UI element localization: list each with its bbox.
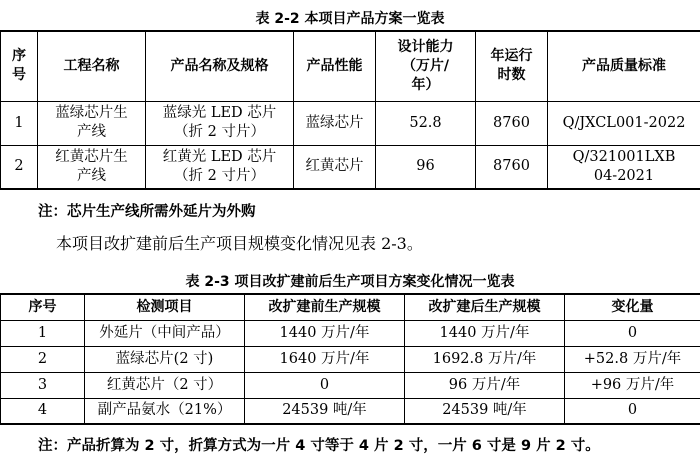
header-cell <box>294 31 376 101</box>
product-name-line: （折 2 寸片） <box>174 167 265 184</box>
row-number-line: 2 <box>14 158 24 175</box>
annual-hours-line: 8760 <box>493 158 530 175</box>
item-name-cell: 蓝绿芯片(2 寸) <box>85 346 245 372</box>
before-scale-cell: 1440 万片/年 <box>245 320 405 346</box>
header-line: 设计能力 <box>397 38 454 55</box>
table-row <box>1 101 700 145</box>
annual-hours-cell <box>476 145 548 189</box>
row-number-cell <box>1 101 38 145</box>
table-row <box>1 398 700 424</box>
project-name-cell <box>38 145 146 189</box>
project-name-line: 红黄芯片生 <box>55 148 128 165</box>
quality-standard-line: Q/321001LXB <box>572 148 676 165</box>
header-line: 产品名称及规格 <box>170 57 269 74</box>
project-name-line: 产线 <box>77 167 106 184</box>
header-cell: 改扩建后生产规模 <box>405 294 565 320</box>
table-2-3-caption: 表 2-3 项目改扩建前后生产项目方案变化情况一览表 <box>185 274 515 290</box>
quality-standard-cell <box>548 145 700 189</box>
header-cell: 检测项目 <box>85 294 245 320</box>
header-line: 序 <box>12 48 26 65</box>
header-cell <box>38 31 146 101</box>
header-line: 年） <box>411 76 440 93</box>
table-header-row <box>1 294 700 320</box>
item-name-cell: 红黄芯片（2 寸） <box>85 372 245 398</box>
quality-standard-cell <box>548 101 700 145</box>
change-amount-cell: 0 <box>565 398 700 424</box>
row-number-cell: 1 <box>1 320 85 346</box>
quality-standard-line: 04-2021 <box>593 167 655 184</box>
header-cell: 变化量 <box>565 294 700 320</box>
design-capacity-line: 52.8 <box>409 114 442 131</box>
header-cell: 改扩建前生产规模 <box>245 294 405 320</box>
product-name-line: 红黄光 LED 芯片 <box>162 148 277 165</box>
table-header-row <box>1 31 700 101</box>
header-line: 产品性能 <box>306 57 363 74</box>
item-name-cell: 外延片（中间产品） <box>85 320 245 346</box>
after-scale-cell: 1440 万片/年 <box>405 320 565 346</box>
product-name-cell <box>146 101 294 145</box>
header-line: （万片/ <box>401 57 450 74</box>
annual-hours-line: 8760 <box>493 114 530 131</box>
scale-change-table <box>0 293 700 425</box>
change-amount-cell: +96 万片/年 <box>565 372 700 398</box>
table-row <box>1 320 700 346</box>
header-line: 产品质量标准 <box>582 57 666 74</box>
product-performance-cell <box>294 101 376 145</box>
item-name-cell: 副产品氨水（21%） <box>85 398 245 424</box>
row-number-cell <box>1 145 38 189</box>
product-name-cell <box>146 145 294 189</box>
header-cell <box>1 31 38 101</box>
header-cell: 序号 <box>1 294 85 320</box>
design-capacity-cell <box>376 101 476 145</box>
row-number-cell: 4 <box>1 398 85 424</box>
design-capacity-line: 96 <box>416 158 435 175</box>
product-name-line: 蓝绿光 LED 芯片 <box>162 105 277 121</box>
product-performance-line: 蓝绿芯片 <box>305 114 364 131</box>
row-number-cell: 2 <box>1 346 85 372</box>
project-name-cell <box>38 101 146 145</box>
quality-standard-line: Q/JXCL001-2022 <box>562 114 686 131</box>
header-cell <box>146 31 294 101</box>
project-name-line: 产线 <box>77 124 106 140</box>
table-row <box>1 372 700 398</box>
header-cell <box>476 31 548 101</box>
change-amount-cell: 0 <box>565 320 700 346</box>
table-row <box>1 346 700 372</box>
product-performance-cell <box>294 145 376 189</box>
after-scale-cell: 24539 吨/年 <box>405 398 565 424</box>
change-amount-cell: +52.8 万片/年 <box>565 346 700 372</box>
header-line: 时数 <box>497 67 526 84</box>
product-performance-line: 红黄芯片 <box>305 158 364 175</box>
table-row <box>1 145 700 189</box>
before-scale-cell: 1640 万片/年 <box>245 346 405 372</box>
header-line: 号 <box>12 67 26 84</box>
product-plan-table <box>0 30 700 190</box>
project-name-line: 蓝绿芯片生 <box>55 105 128 121</box>
header-cell <box>548 31 700 101</box>
annual-hours-cell <box>476 101 548 145</box>
header-line: 工程名称 <box>63 57 120 74</box>
row-number-line: 1 <box>14 114 24 131</box>
design-capacity-cell <box>376 145 476 189</box>
before-scale-cell: 0 <box>245 372 405 398</box>
after-scale-cell: 1692.8 万片/年 <box>405 346 565 372</box>
row-number-cell: 3 <box>1 372 85 398</box>
table-2-2-note: 注：芯片生产线所需外延片为外购 <box>38 204 256 220</box>
table-2-3-note: 注：产品折算为 2 寸，折算方式为一片 4 寸等于 4 片 2 寸，一片 6 寸是 9 片 2 寸。 <box>38 438 600 454</box>
before-scale-cell: 24539 吨/年 <box>245 398 405 424</box>
table-2-2-caption: 表 2-2 本项目产品方案一览表 <box>255 11 445 27</box>
product-name-line: （折 2 寸片） <box>174 124 265 140</box>
header-cell <box>376 31 476 101</box>
body-paragraph: 本项目改扩建前后生产项目规模变化情况见表 2-3。 <box>56 234 423 253</box>
after-scale-cell: 96 万片/年 <box>405 372 565 398</box>
header-line: 年运行 <box>490 48 533 65</box>
